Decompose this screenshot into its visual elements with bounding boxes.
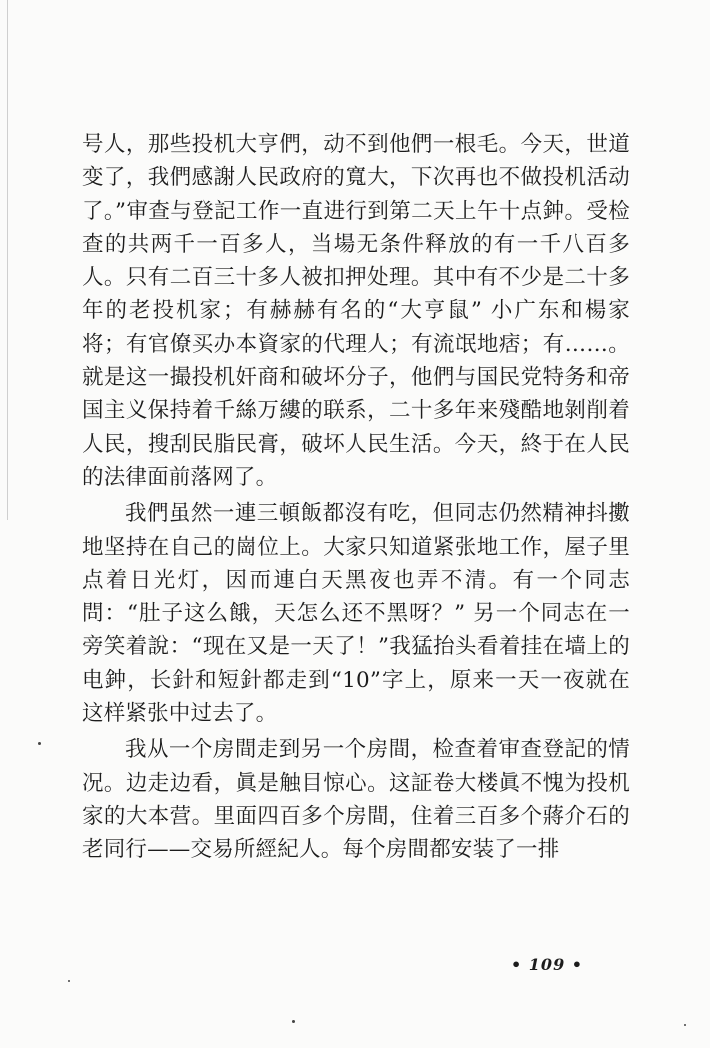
binding-edge [7, 0, 8, 520]
print-speck [684, 1024, 686, 1026]
paragraph-1: 号人，那些投机大亨們，动不到他們一根毛。今天，世道变了，我們感謝人民政府的寬大，下次再也不做投机活动了。”审查与登記工作一直进行到第二天上午十点鈡。受检查的共两千一百多人，当場无条件释放的有一千八百多人。只有二百三十多人被扣押处理。其中有不少是二十多年的老投机家；有赫赫有名的“大亨鼠” 小广东和楊家将；有官僚买办本資家的代理人；有流氓地痞；有……。就是这一撮投机奸商和破坏分子，他們与国民党特务和帝国主义保持着千絲万縷的联系，二十多年来殘酷地剝削着人民，搜刮民脂民膏，破坏人民生活。今天，終于在人民的法律面前落网了。 [82, 132, 630, 490]
paragraph-2: 我們虽然一連三頓飯都沒有吃，但同志仍然精神抖擻地坚持在自己的崗位上。大家只知道紧张地工作，屋子里点着日光灯，因而連白天黑夜也弄不清。有一个同志問：“肚子这么餓，天怎么还不黑呀？” 另一个同志在一旁笑着說：“现在又是一天了！”我猛抬头看着挂在墙上的电鈡，长針和短針都走到“10”字上，原来一天一夜就在这样紧张中过去了。 [82, 501, 630, 727]
print-speck [292, 1020, 295, 1023]
page-number: • 109 • [511, 955, 583, 974]
body-text [82, 128, 630, 867]
print-speck [68, 980, 70, 982]
paragraph-3: 我从一个房間走到另一个房間，检查着审查登記的情况。边走边看，眞是触目惊心。这証卷大楼眞不愧为投机家的大本营。里面四百多个房間，住着三百多个蔣介石的老同行——交易所經紀人。每个房間都安装了一排 [82, 737, 630, 863]
print-speck [38, 742, 41, 745]
